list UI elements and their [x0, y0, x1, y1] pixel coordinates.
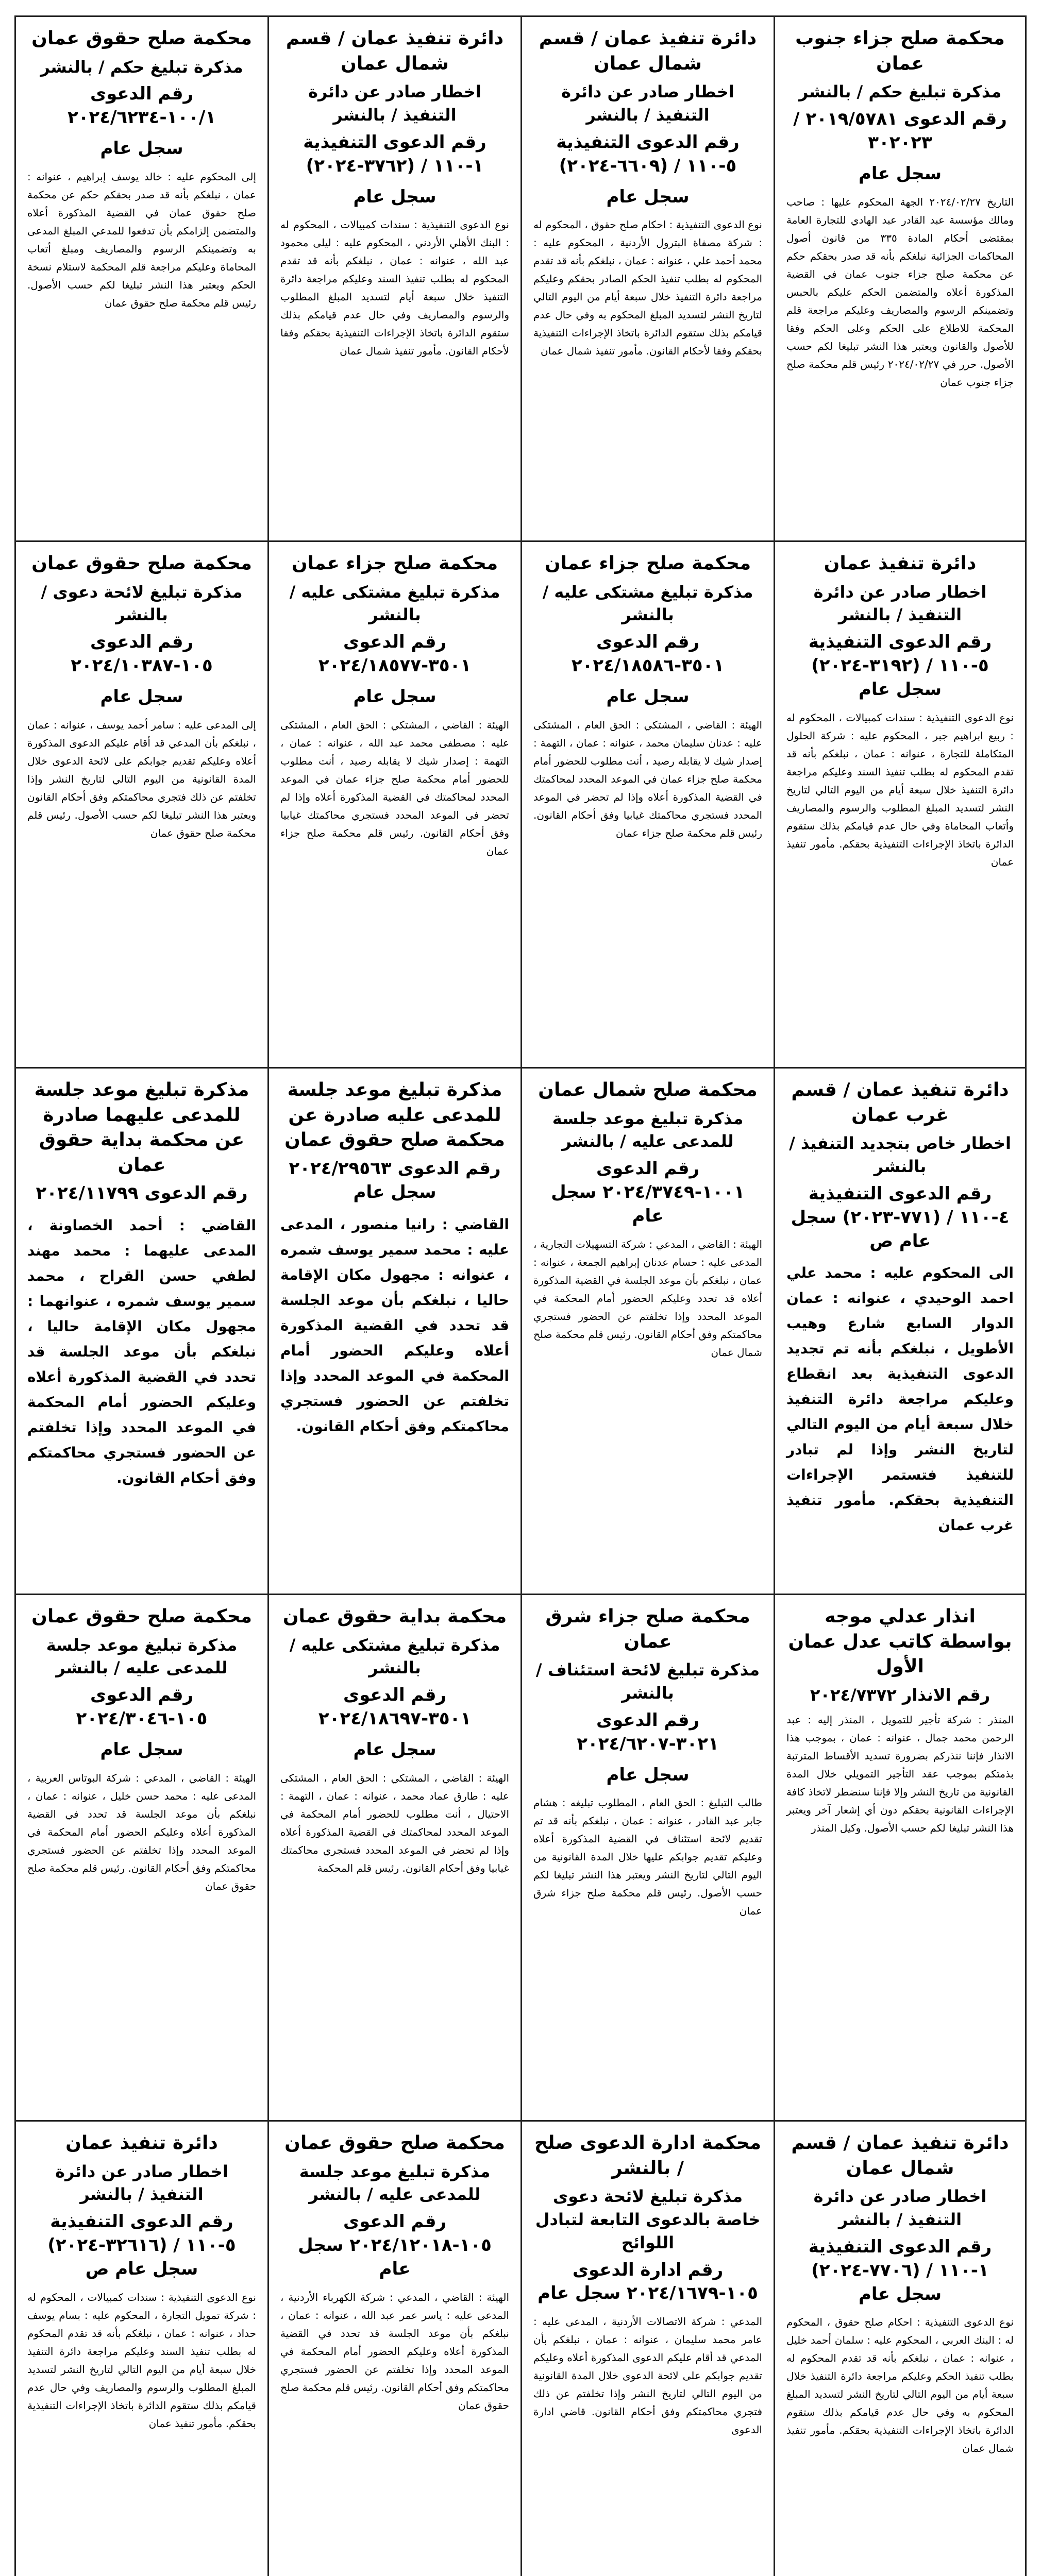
notice-body-text: المدعي : شركة الاتصالات الأردنية ، المدعى عليه : عامر محمد سليمان ، عنوانه : عمان ، نبلغكم بأن المدعي قد أقام عليكم الدعوى المذكورة أعلاه وعليكم تقديم جوابكم على لائحة الدعوى خلال المدة القانونية من اليوم التالي لتاريخ النشر وإذا تخلفتم عن ذلك فتجري محاكمتكم وفق أحكام القانون. قاضي ادارة الدعوى [533, 2315, 762, 2436]
notice-case-number: رقم الدعوى ١٠٠/١-٢٠٢٤/٦٢٣٤ [68, 83, 216, 128]
notice-court-name: دائرة تنفيذ عمان / قسم غرب عمان [791, 1079, 1009, 1126]
notice-body-text: الهيئة : القاضي ، المدعي : شركة البوتاس العربية ، المدعى عليه : محمد حسن خليل ، عنوانه : عمان ، نبلغكم بأن موعد الجلسة قد تحدد في القضية المذكورة أعلاه وعليكم الحضور أمام المحكمة في الموعد المحدد وإذا تخلفتم عن الحضور فستجري محاكمتكم وفق أحكام القانون. رئيس قلم محكمة صلح حقوق عمان [27, 1771, 256, 1892]
notice-subtitle: مذكرة تبليغ موعد جلسة للمدعى عليه / بالنشر [552, 1108, 744, 1151]
notice-court-name: دائرة تنفيذ عمان / قسم شمال عمان [791, 2132, 1009, 2179]
notice-case-number: رقم الدعوى التنفيذية ١-١١٠ / (٣٧٦٢-٢٠٢٤) [303, 131, 486, 176]
notice-body-text: إلى المدعى عليه : سامر أحمد يوسف ، عنوانه : عمان ، نبلغكم بأن المدعي قد أقام عليكم الدعوى المذكورة أعلاه وعليكم تقديم جوابكم على لائحة الدعوى خلال المدة القانونية من اليوم التالي لتاريخ النشر وإذا تخلفتم عن ذلك فتجري محاكمتكم وفق أحكام القانون ويعتبر هذا النشر تبليغا لكم حسب الأصول. رئيس قلم محكمة صلح حقوق عمان [27, 718, 256, 839]
notice-record-type: سجل عام [606, 686, 690, 707]
notices-grid [14, 15, 1027, 2576]
legal-notice [267, 2122, 520, 2576]
notice-record-type: سجل عام [606, 186, 690, 207]
notice-case-number: رقم الدعوى التنفيذية ٥-١١٠ / (٣١٩٢-٢٠٢٤) سجل عام [808, 632, 992, 700]
legal-notice [14, 1595, 267, 2122]
legal-notice [520, 1069, 774, 1595]
legal-notice [774, 15, 1027, 542]
notice-court-name: دائرة تنفيذ عمان [824, 553, 977, 574]
notice-subtitle: مذكرة تبليغ حكم / بالنشر [40, 57, 243, 77]
notice-body-text: نوع الدعوى التنفيذية : سندات كمبيالات ، المحكوم له : ربيع ابراهيم جبر ، المحكوم عليه : شركة الحلول المتكاملة للتجارة ، عنوانه : عمان ، نبلغكم بأنه قد تقدم المحكوم له بطلب تنفيذ السند وعليكم مراجعة دائرة التنفيذ خلال سبعة أيام من اليوم التالي لتاريخ النشر لتسديد المبلغ المطلوب والرسوم والمصاريف وأتعاب المحاماة وفي حال عدم قيامكم بذلك ستقوم الدائرة باتخاذ الإجراءات التنفيذية بحقكم. مأمور تنفيذ عمان [786, 711, 1014, 868]
notice-record-type: سجل عام [100, 138, 183, 159]
notice-case-number: رقم ادارة الدعوى ١٠٥-٢٠٢٤/١٦٧٩ سجل عام [538, 2259, 758, 2304]
notice-court-name: محكمة صلح حقوق عمان [31, 1606, 252, 1627]
legal-notice [774, 1595, 1027, 2122]
notice-court-name: محكمة صلح حقوق عمان [284, 2132, 505, 2154]
legal-notice [267, 1069, 520, 1595]
notice-case-number: رقم الدعوى التنفيذية ٥-١١٠ / (٦٦٠٩-٢٠٢٤) [556, 131, 740, 176]
notice-court-name: دائرة تنفيذ عمان / قسم شمال عمان [539, 28, 757, 74]
legal-notice [774, 542, 1027, 1069]
notice-body-text: الهيئة : القاضي ، المشتكي : الحق العام ، المشتكى عليه : عدنان سليمان محمد ، عنوانه : عمان ، التهمة : إصدار شيك لا يقابله رصيد ، أنت مطلوب للحضور أمام محكمة صلح جزاء عمان في الموعد المحدد لمحاكمتك في القضية المذكورة أعلاه وإذا لم تحضر في الموعد المحدد فستجري محاكمتك غيابيا وفق أحكام القانون. رئيس قلم محكمة صلح جزاء عمان [533, 718, 762, 839]
notice-court-name: دائرة تنفيذ عمان / قسم شمال عمان [286, 28, 504, 74]
notice-court-name: انذار عدلي موجه بواسطة كاتب عدل عمان الأول [788, 1606, 1012, 1677]
notice-record-type: سجل عام [606, 1764, 690, 1785]
notice-court-name: محكمة صلح شمال عمان [538, 1079, 758, 1100]
notice-court-name: مذكرة تبليغ موعد جلسة للمدعى عليهما صادرة عن محكمة بداية حقوق عمان [34, 1079, 249, 1176]
notice-case-number: رقم الدعوى التنفيذية ٤-١١٠ / (٧٧١-٢٠٢٣) سجل عام ص [791, 1183, 1010, 1251]
legal-notice [14, 1069, 267, 1595]
notice-case-number: رقم الدعوى ١٠٥-٢٠٢٤/١٢٠١٨ سجل عام [298, 2211, 492, 2279]
notice-subtitle: اخطار خاص بتجديد التنفيذ / بالنشر [789, 1133, 1011, 1176]
notice-body-text: إلى المحكوم عليه : خالد يوسف إبراهيم ، عنوانه : عمان ، نبلغكم بأنه قد صدر بحقكم حكم عن محكمة صلح حقوق عمان في القضية المذكورة أعلاه والمتضمن إلزامكم بأن تدفعوا للمدعي المبلغ المدعى به وتضمينكم الرسوم والمصاريف ومبلغ أتعاب المحاماة وعليكم مراجعة قلم المحكمة لاستلام نسخة الحكم ويعتبر هذا النشر تبليغا لكم حسب الأصول. رئيس قلم محكمة صلح حقوق عمان [27, 171, 256, 310]
notice-case-number: رقم الدعوى التنفيذية ١-١١٠ / (٧٧٠٦-٢٠٢٤) سجل عام [808, 2236, 992, 2304]
notice-record-type: سجل عام [353, 686, 436, 707]
notice-court-name: محكمة ادارة الدعوى صلح / بالنشر [534, 2132, 762, 2179]
notice-record-type: سجل عام [353, 1739, 436, 1760]
legal-notice [14, 2122, 267, 2576]
notice-court-name: مذكرة تبليغ موعد جلسة للمدعى عليه صادرة عن محكمة صلح حقوق عمان [284, 1079, 505, 1151]
notice-case-number: رقم الدعوى ٣٠٢١-٢٠٢٤/٦٢٠٧ [577, 1709, 719, 1754]
notice-subtitle: اخطار صادر عن دائرة التنفيذ / بالنشر [561, 82, 734, 125]
notice-court-name: محكمة صلح جزاء شرق عمان [545, 1606, 750, 1652]
notice-body-text: الهيئة : القاضي ، المشتكي : الحق العام ، المشتكى عليه : مصطفى محمد عبد الله ، عنوانه : عمان ، التهمة : إصدار شيك لا يقابله رصيد ، أنت مطلوب للحضور أمام محكمة صلح جزاء عمان في الموعد المحدد لمحاكمتك في القضية المذكورة أعلاه وإذا لم تحضر في الموعد المحدد فستجري محاكمتك غيابيا وفق أحكام القانون. رئيس قلم محكمة صلح جزاء عمان [280, 718, 509, 857]
notice-record-type: سجل عام [858, 163, 942, 184]
notice-body-text: نوع الدعوى التنفيذية : احكام صلح حقوق ، المحكوم له : البنك العربي ، المحكوم عليه : سلمان أحمد خليل ، عنوانه : عمان ، نبلغكم بأنه قد تقدم المحكوم له بطلب تنفيذ الحكم وعليكم مراجعة دائرة التنفيذ خلال سبعة أيام من اليوم التالي لتاريخ النشر لتسديد المبلغ المحكوم به وفي حال عدم قيامكم بذلك ستقوم الدائرة باتخاذ الإجراءات التنفيذية بحقكم. مأمور تنفيذ شمال عمان [786, 2316, 1014, 2455]
legal-notice [267, 15, 520, 542]
legal-notice [520, 1595, 774, 2122]
notice-subtitle: مذكرة تبليغ مشتكى عليه / بالنشر [542, 582, 753, 625]
notice-subtitle: اخطار صادر عن دائرة التنفيذ / بالنشر [308, 82, 481, 125]
notice-court-name: محكمة صلح حقوق عمان [31, 28, 252, 49]
notice-record-type: سجل عام [100, 1739, 183, 1760]
notice-court-name: دائرة تنفيذ عمان [65, 2132, 218, 2154]
notice-case-number: رقم الدعوى ١٠٥-٢٠٢٤/١٠٣٨٧ [71, 632, 213, 676]
notice-body-text: طالب التبليغ : الحق العام ، المطلوب تبليغه : هشام جابر عبد القادر ، عنوانه : عمان ، نبلغكم بأنه قد تم تقديم لائحة استئناف في القضية المذكورة أعلاه وعليكم تقديم جوابكم عليها خلال المدة القانونية من اليوم التالي لتاريخ النشر ويعتبر هذا النشر تبليغا لكم حسب الأصول. رئيس قلم محكمة صلح جزاء شرق عمان [533, 1797, 762, 1918]
notice-body-text: القاضي : رانيا منصور ، المدعى عليه : محمد سمير يوسف شمره ، عنوانه : مجهول مكان الإقامة حاليا ، نبلغكم بأن موعد الجلسة قد تحدد في القضية المذكورة أعلاه وعليكم الحضور أمام المحكمة في الموعد المحدد وإذا تخلفتم عن الحضور فستجري محاكمتكم وفق أحكام القانون. [280, 1215, 509, 1435]
notice-body-text: الهيئة : القاضي ، المشتكي : الحق العام ، المشتكى عليه : طارق عماد محمد ، عنوانه : عمان ، التهمة : الاحتيال ، أنت مطلوب للحضور أمام المحكمة في الموعد المحدد لمحاكمتك في القضية المذكورة أعلاه وإذا لم تحضر في الموعد المحدد فستجري محاكمتك غيابيا وفق أحكام القانون. رئيس قلم المحكمة [280, 1771, 509, 1874]
notice-case-number: رقم الدعوى التنفيذية ٥-١١٠ / (٣٢٦١٦-٢٠٢٤) سجل عام ص [47, 2211, 236, 2279]
legal-notice [267, 1595, 520, 2122]
notice-case-number: رقم الدعوى ١٠٠١-٢٠٢٤/٣٧٤٩ سجل عام [551, 1158, 745, 1226]
notice-body-text: نوع الدعوى التنفيذية : سندات كمبيالات ، المحكوم له : شركة تمويل التجارة ، المحكوم عليه : بسام يوسف حداد ، عنوانه : عمان ، نبلغكم بأنه قد تقدم المحكوم له بطلب تنفيذ السند وعليكم مراجعة دائرة التنفيذ خلال سبعة أيام من اليوم التالي لتاريخ النشر لتسديد المبلغ المطلوب والرسوم والمصاريف وفي حال عدم قيامكم بذلك ستقوم الدائرة باتخاذ الإجراءات التنفيذية بحقكم. مأمور تنفيذ عمان [27, 2291, 256, 2430]
notice-subtitle: رقم الانذار ٢٠٢٤/٧٣٧٢ [810, 1685, 990, 1705]
notice-subtitle: مذكرة تبليغ مشتكى عليه / بالنشر [289, 582, 500, 625]
notice-body-text: القاضي : أحمد الخصاونة ، المدعى عليهما : محمد مهند لطفي حسن القراح ، محمد سمير يوسف شمره ، عنوانهما : مجهول مكان الإقامة حاليا ، نبلغكم بأن موعد الجلسة قد تحدد في القضية المذكورة أعلاه وعليكم الحضور أمام المحكمة في الموعد المحدد وإذا تخلفتم عن الحضور فستجري محاكمتكم وفق أحكام القانون. [27, 1217, 256, 1487]
notice-subtitle: اخطار صادر عن دائرة التنفيذ / بالنشر [55, 2161, 228, 2205]
notice-subtitle: مذكرة تبليغ موعد جلسة للمدعى عليه / بالنشر [299, 2161, 491, 2205]
legal-notice [14, 542, 267, 1069]
notice-case-number: رقم الدعوى ٣٥٠١-٢٠٢٤/١٨٦٩٧ [318, 1685, 472, 1730]
notice-body-text: نوع الدعوى التنفيذية : سندات كمبيالات ، المحكوم له : البنك الأهلي الأردني ، المحكوم عليه : ليلى محمود عبد الله ، عنوانه : عمان ، نبلغكم بأنه قد تقدم المحكوم له بطلب تنفيذ السند وعليكم مراجعة دائرة التنفيذ خلال سبعة أيام لتسديد المبلغ المطلوب والرسوم والمصاريف وفي حال عدم قيامكم بذلك ستقوم الدائرة باتخاذ الإجراءات التنفيذية بحقكم وفقا لأحكام القانون. مأمور تنفيذ شمال عمان [280, 218, 509, 358]
legal-notice [267, 542, 520, 1069]
notice-body-text: الهيئة : القاضي ، المدعي : شركة التسهيلات التجارية ، المدعى عليه : حسام عدنان إبراهيم الجمعة ، عنوانه : عمان ، نبلغكم بأن موعد الجلسة في القضية المذكورة أعلاه قد تحدد وعليكم الحضور أمام المحكمة في الموعد المحدد وإذا تخلفتم عن الحضور فستجري محاكمتكم وفق أحكام القانون. رئيس قلم محكمة صلح شمال عمان [533, 1238, 762, 1359]
notice-court-name: محكمة بداية حقوق عمان [282, 1606, 507, 1627]
legal-notice [14, 15, 267, 542]
notice-subtitle: مذكرة تبليغ حكم / بالنشر [798, 82, 1002, 102]
notice-case-number: رقم الدعوى ٢٠٢٤/١١٧٩٩ [36, 1183, 248, 1204]
legal-notice [520, 542, 774, 1069]
notice-subtitle: مذكرة تبليغ موعد جلسة للمدعى عليه / بالنشر [46, 1635, 238, 1678]
notice-subtitle: اخطار صادر عن دائرة التنفيذ / بالنشر [813, 582, 987, 625]
notice-body-text: الى المحكوم عليه : محمد علي احمد الوحيدي ، عنوانه : عمان الدوار السابع شارع وهيب الأطويل ، نبلغكم بأنه تم تجديد الدعوى التنفيذية بعد انقطاع وعليكم مراجعة دائرة التنفيذ خلال سبعة أيام من اليوم التالي لتاريخ النشر وإذا لم تبادر للتنفيذ فتستمر الإجراءات التنفيذية بحقكم. مأمور تنفيذ غرب عمان [786, 1264, 1014, 1534]
legal-notice [774, 1069, 1027, 1595]
legal-notice [520, 2122, 774, 2576]
notice-court-name: محكمة صلح حقوق عمان [31, 553, 252, 574]
notice-subtitle: مذكرة تبليغ لائحة استئناف / بالنشر [535, 1660, 760, 1703]
notice-subtitle: مذكرة تبليغ لائحة دعوى خاصة بالدعوى التابعة لتبادل اللوائح [535, 2187, 761, 2252]
notice-case-number: رقم الدعوى ٣٥٠١-٢٠٢٤/١٨٥٨٦ [571, 632, 725, 676]
notice-body-text: نوع الدعوى التنفيذية : احكام صلح حقوق ، المحكوم له : شركة مصفاة البترول الأردنية ، المحكوم عليه : محمد أحمد علي ، عنوانه : عمان ، نبلغكم بأنه قد تقدم المحكوم له بطلب تنفيذ الحكم الصادر بحقكم وعليكم مراجعة دائرة التنفيذ خلال سبعة أيام من اليوم التالي لتاريخ النشر لتسديد المبلغ المحكوم به وفي حال عدم قيامكم بذلك ستقوم الدائرة باتخاذ الإجراءات التنفيذية بحقكم وفقا لأحكام القانون. مأمور تنفيذ شمال عمان [533, 218, 762, 358]
notice-case-number: رقم الدعوى ٣٥٠١-٢٠٢٤/١٨٥٧٧ [318, 632, 472, 676]
notice-case-number: رقم الدعوى ٢٠٢٤/٢٩٥٦٣ سجل عام [289, 1158, 501, 1202]
legal-notice [520, 15, 774, 542]
notice-body-text: المنذر : شركة تأجير للتمويل ، المنذر إليه : عبد الرحمن محمد جمال ، عنوانه : عمان ، بموجب هذا الانذار فإننا ننذركم بضرورة تسديد الأقساط المترتبة بذمتكم بموجب عقد التأجير التمويلي خلال المدة القانونية من تاريخ النشر وإلا فإننا سنضطر لاتخاذ كافة الإجراءات القانونية بحقكم دون أي إشعار آخر ويعتبر هذا النشر تبليغا لكم حسب الأصول. وكيل المنذر [786, 1713, 1014, 1834]
notice-case-number: رقم الدعوى ١٠٥-٢٠٢٤/٣٠٤٦ [76, 1685, 208, 1730]
notice-court-name: محكمة صلح جزاء جنوب عمان [795, 28, 1005, 74]
notice-case-number: رقم الدعوى ٢٠١٩/٥٧٨١ / ٣٠٢٠٢٣ [793, 108, 1007, 153]
notice-subtitle: مذكرة تبليغ مشتكى عليه / بالنشر [289, 1635, 500, 1678]
notice-subtitle: اخطار صادر عن دائرة التنفيذ / بالنشر [813, 2187, 987, 2229]
notice-court-name: محكمة صلح جزاء عمان [544, 553, 751, 574]
notice-court-name: محكمة صلح جزاء عمان [291, 553, 498, 574]
notice-body-text: التاريخ ٢٠٢٤/٠٢/٢٧ الجهة المحكوم عليها : صاحب ومالك مؤسسة عبد القادر عبد الهادي للتجارة العامة بمقتضى أحكام المادة ٣٣٥ من قانون أصول المحاكمات الجزائية نبلغكم بأنه قد صدر بحقكم حكم عن محكمة صلح جزاء جنوب عمان في القضية المذكورة أعلاه والمتضمن الحكم عليكم بالحبس وتضمينكم الرسوم والمصاريف وعليكم مراجعة قلم المحكمة للاطلاع على الحكم وعلى الحكم وفقا للأصول والقانون ويعتبر هذا النشر تبليغا لكم حسب الأصول. حرر في ٢٠٢٤/٠٢/٢٧ رئيس قلم محكمة صلح جزاء جنوب عمان [786, 195, 1014, 388]
legal-notice [774, 2122, 1027, 2576]
notice-record-type: سجل عام [100, 686, 183, 707]
notice-record-type: سجل عام [353, 186, 436, 207]
notice-subtitle: مذكرة تبليغ لائحة دعوى / بالنشر [41, 582, 243, 625]
notice-body-text: الهيئة : القاضي ، المدعي : شركة الكهرباء الأردنية ، المدعى عليه : ياسر عمر عبد الله ، عنوانه : عمان ، نبلغكم بأن موعد الجلسة قد تحدد في القضية المذكورة أعلاه وعليكم الحضور أمام المحكمة في الموعد المحدد وإذا تخلفتم عن الحضور فستجري محاكمتكم وفق أحكام القانون. رئيس قلم محكمة صلح حقوق عمان [280, 2291, 509, 2412]
